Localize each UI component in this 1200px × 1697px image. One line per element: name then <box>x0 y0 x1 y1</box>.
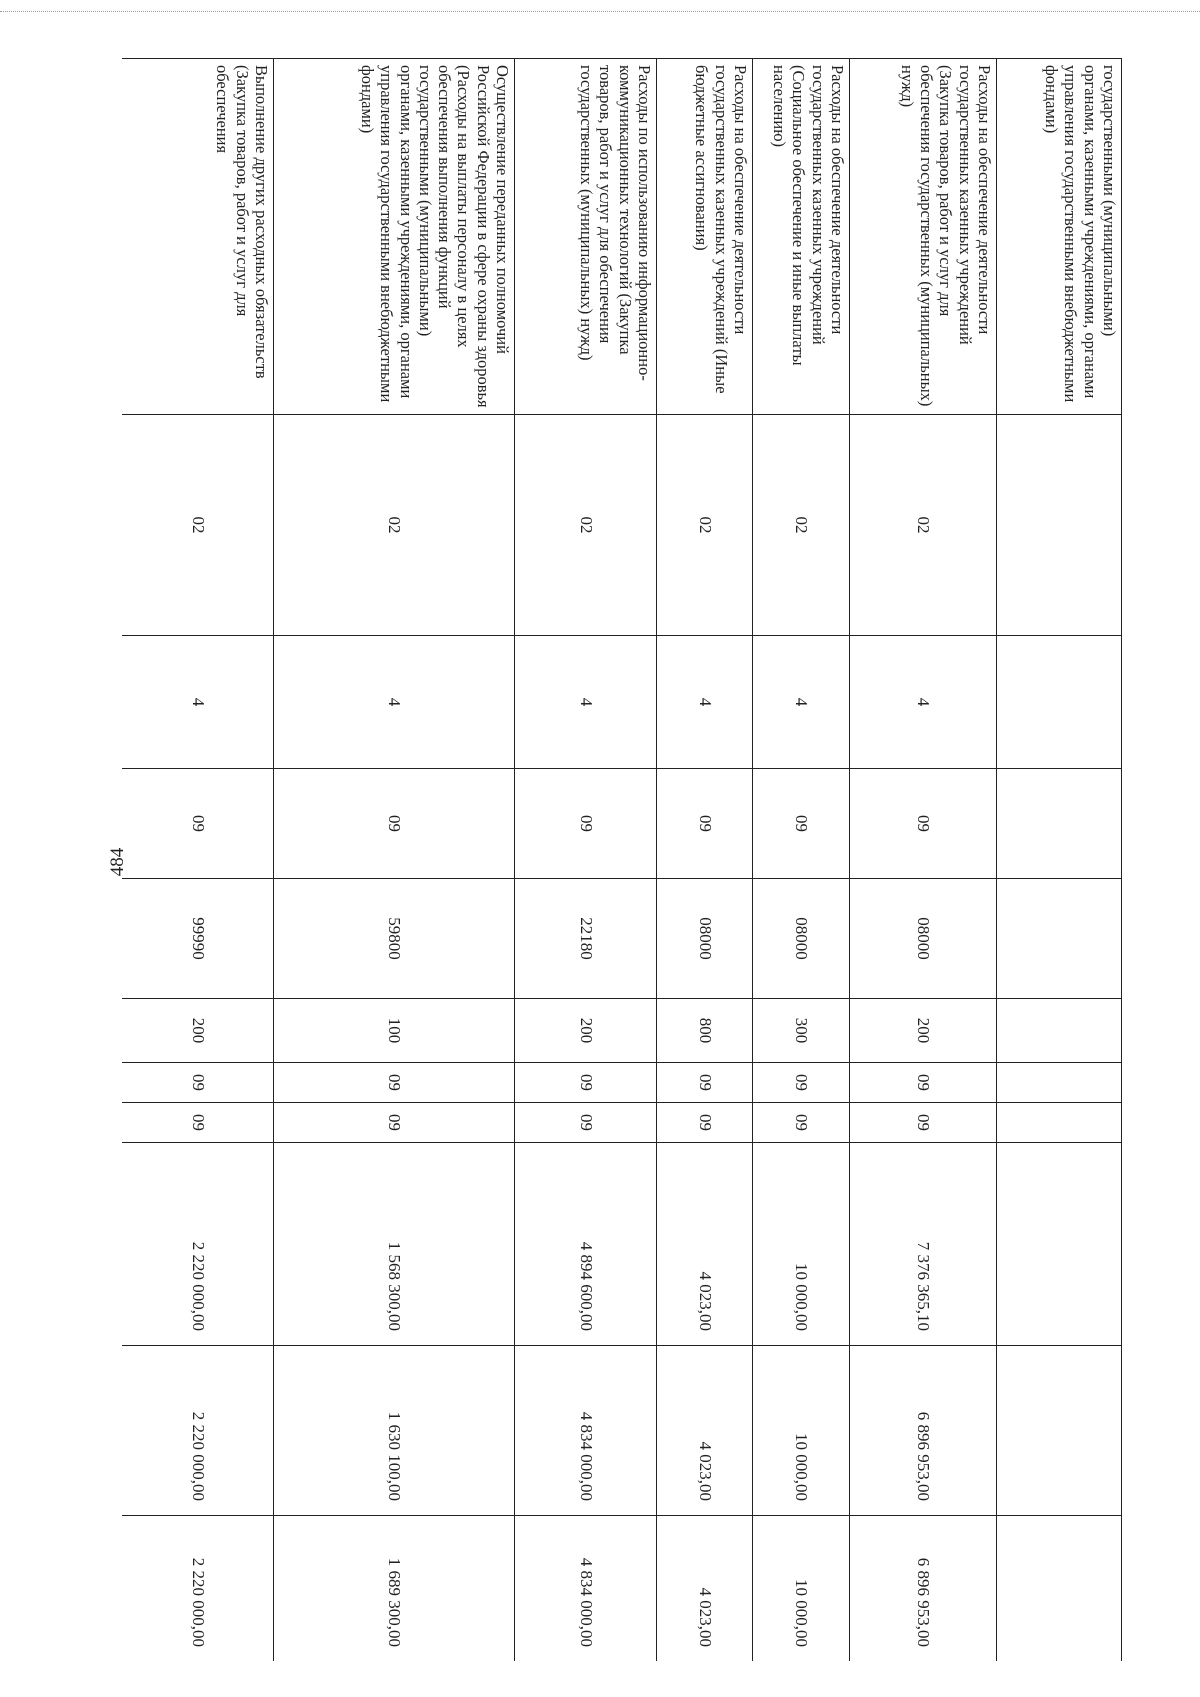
cell-code-2: 4 <box>515 636 657 769</box>
cell-description: Расходы по использованию информационно-коммуникационных технологий (Закупка товаров, работ и услуг для обеспечения государственных (муниципальных) нужд) <box>515 59 657 415</box>
cell-amount-1: 7 376 365,10 <box>850 1143 997 1346</box>
cell-code-2: 4 <box>122 636 274 769</box>
cell-amount-1: 10 000,00 <box>753 1143 850 1346</box>
cell-code-7: 09 <box>657 1103 753 1143</box>
cell-description: Расходы на обеспечение деятельности государственных казенных учреждений (Закупка товаров, работ и услуг для обеспечения государственных (муниципальных) нужд) <box>850 59 997 415</box>
cell-code-3: 09 <box>515 769 657 879</box>
cell-description: Выполнение других расходных обязательств (Закупка товаров, работ и услуг для обеспечения <box>122 59 274 415</box>
table-row <box>753 59 850 1662</box>
cell-code-4: 08000 <box>753 879 850 999</box>
table-row <box>657 59 753 1662</box>
cell-amount-1: 4 023,00 <box>657 1143 753 1346</box>
table-row <box>122 59 274 1662</box>
cell-code-3: 09 <box>753 769 850 879</box>
cell-amount-3: 1 689 300,00 <box>274 1516 515 1662</box>
cell-code-6: 09 <box>657 1063 753 1103</box>
cell-code-4: 99990 <box>122 879 274 999</box>
cell-code-4: 08000 <box>850 879 997 999</box>
cell-amount-3: 4 023,00 <box>657 1516 753 1662</box>
cell-amount-1 <box>997 1143 1122 1346</box>
cell-code-6: 09 <box>850 1063 997 1103</box>
cell-amount-3: 6 896 953,00 <box>850 1516 997 1662</box>
cell-description: Расходы на обеспечение деятельности государственных казенных учреждений (Иные бюджетные ассигнования) <box>657 59 753 415</box>
table-row <box>274 59 515 1662</box>
cell-amount-2: 4 023,00 <box>657 1346 753 1516</box>
cell-code-1: 02 <box>122 415 274 636</box>
cell-amount-2: 6 896 953,00 <box>850 1346 997 1516</box>
cell-code-4 <box>997 879 1122 999</box>
cell-code-3: 09 <box>657 769 753 879</box>
cell-amount-3: 2 220 000,00 <box>122 1516 274 1662</box>
cell-code-4: 22180 <box>515 879 657 999</box>
cell-code-2: 4 <box>274 636 515 769</box>
cell-description: Осуществление переданных полномочий Российской Федерации в сфере охраны здоровья (Расходы на выплаты персоналу в целях обеспечения выполнения функций государственными (муниципальными) органами, казенными учреждениями, органами управления государственными внебюджетными фондами) <box>274 59 515 415</box>
cell-amount-3: 4 834 000,00 <box>515 1516 657 1662</box>
budget-table <box>122 58 1122 1661</box>
cell-amount-2 <box>997 1346 1122 1516</box>
cell-code-7: 09 <box>515 1103 657 1143</box>
cell-code-5 <box>997 999 1122 1063</box>
cell-code-3: 09 <box>122 769 274 879</box>
cell-code-6: 09 <box>274 1063 515 1103</box>
cell-amount-2: 1 630 100,00 <box>274 1346 515 1516</box>
table-row <box>515 59 657 1662</box>
cell-code-2: 4 <box>850 636 997 769</box>
cell-code-4: 08000 <box>657 879 753 999</box>
cell-code-6: 09 <box>753 1063 850 1103</box>
cell-code-1 <box>997 415 1122 636</box>
budget-table-rotated <box>122 58 1122 1661</box>
cell-code-5: 300 <box>753 999 850 1063</box>
cell-amount-2: 10 000,00 <box>753 1346 850 1516</box>
budget-table-frame <box>122 58 1122 1661</box>
page-number: 484 <box>107 847 128 877</box>
cell-amount-2: 4 834 000,00 <box>515 1346 657 1516</box>
cell-code-2: 4 <box>753 636 850 769</box>
cell-code-3: 09 <box>850 769 997 879</box>
cell-code-5: 200 <box>122 999 274 1063</box>
table-row <box>997 59 1122 1662</box>
cell-code-6 <box>997 1063 1122 1103</box>
cell-description: государственными (муниципальными) органами, казенными учреждениями, органами управления государственными внебюджетными фондами) <box>997 59 1122 415</box>
cell-amount-2: 2 220 000,00 <box>122 1346 274 1516</box>
cell-code-1: 02 <box>850 415 997 636</box>
cell-amount-3: 10 000,00 <box>753 1516 850 1662</box>
cell-code-5: 200 <box>515 999 657 1063</box>
cell-code-2 <box>997 636 1122 769</box>
cell-code-7: 09 <box>850 1103 997 1143</box>
cell-code-5: 200 <box>850 999 997 1063</box>
cell-code-2: 4 <box>657 636 753 769</box>
cell-amount-3 <box>997 1516 1122 1662</box>
cell-code-5: 800 <box>657 999 753 1063</box>
cell-code-7 <box>997 1103 1122 1143</box>
cell-code-4: 59800 <box>274 879 515 999</box>
cell-code-7: 09 <box>753 1103 850 1143</box>
cell-description: Расходы на обеспечение деятельности государственных казенных учреждений (Социальное обеспечение и иные выплаты населению) <box>753 59 850 415</box>
cell-code-6: 09 <box>515 1063 657 1103</box>
cell-code-1: 02 <box>657 415 753 636</box>
cell-code-3 <box>997 769 1122 879</box>
cell-code-3: 09 <box>274 769 515 879</box>
cell-code-1: 02 <box>515 415 657 636</box>
cell-amount-1: 1 568 300,00 <box>274 1143 515 1346</box>
page-top-rule <box>0 11 1200 12</box>
cell-code-6: 09 <box>122 1063 274 1103</box>
cell-code-1: 02 <box>753 415 850 636</box>
cell-code-7: 09 <box>274 1103 515 1143</box>
cell-amount-1: 4 894 600,00 <box>515 1143 657 1346</box>
cell-code-1: 02 <box>274 415 515 636</box>
cell-amount-1: 2 220 000,00 <box>122 1143 274 1346</box>
cell-code-5: 100 <box>274 999 515 1063</box>
cell-code-7: 09 <box>122 1103 274 1143</box>
table-row <box>850 59 997 1662</box>
